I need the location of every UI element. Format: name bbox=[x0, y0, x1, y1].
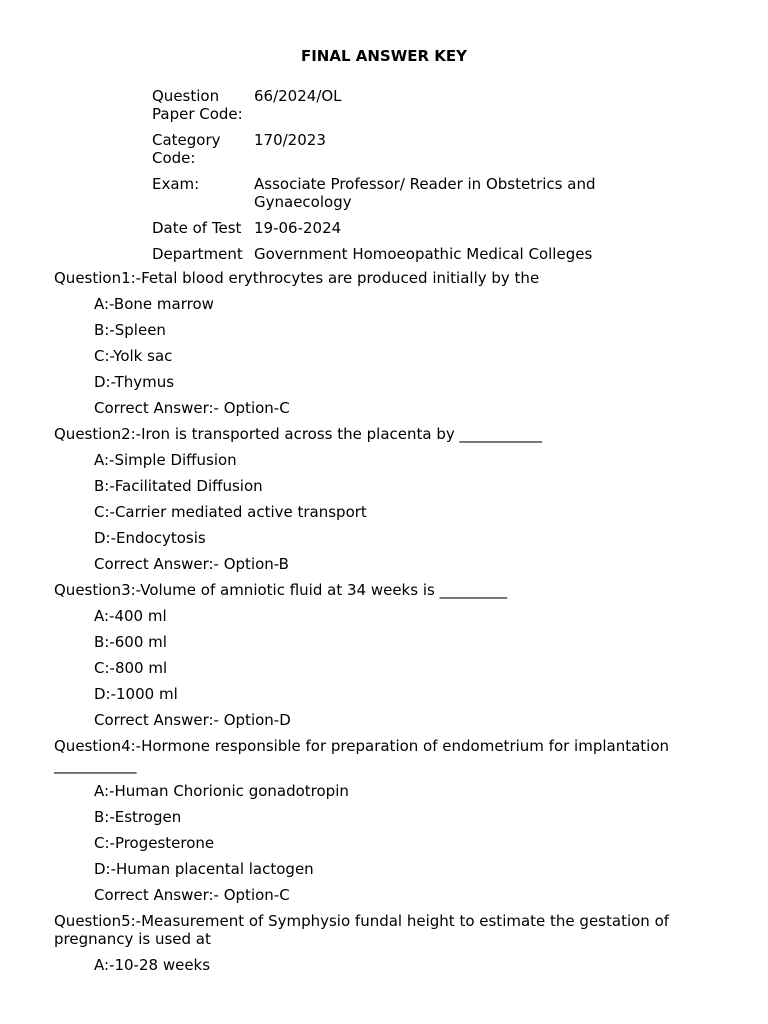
option-c: C:-800 ml bbox=[94, 659, 168, 677]
info-label: Question Paper Code: bbox=[152, 87, 243, 123]
page-title: FINAL ANSWER KEY bbox=[300, 47, 468, 65]
info-label: Department bbox=[152, 245, 243, 263]
question-item bbox=[54, 581, 714, 730]
question-text: Question2:-Iron is transported across the placenta by ___________ bbox=[54, 425, 542, 443]
option-b: B:-Estrogen bbox=[94, 807, 182, 826]
option-c: C:-Yolk sac bbox=[94, 347, 173, 365]
option-a: A:-Simple Diffusion bbox=[94, 451, 237, 469]
info-row-exam bbox=[152, 176, 624, 220]
option-a: A:-10-28 weeks bbox=[94, 956, 211, 974]
info-row-category-code bbox=[152, 132, 624, 176]
info-label: Category Code: bbox=[152, 131, 221, 167]
option-c: C:-Carrier mediated active transport bbox=[94, 503, 367, 521]
option-b: B:-Spleen bbox=[94, 321, 166, 339]
correct-answer: Correct Answer:- Option-B bbox=[94, 555, 289, 573]
info-label: Exam: bbox=[152, 175, 200, 193]
correct-answer: Correct Answer:- Option-C bbox=[94, 885, 290, 904]
info-value: 19-06-2024 bbox=[254, 219, 342, 237]
info-row-date bbox=[152, 220, 624, 246]
option-d: D:-Endocytosis bbox=[94, 529, 206, 547]
option-d: D:-Thymus bbox=[94, 373, 175, 391]
correct-answer: Correct Answer:- Option-D bbox=[94, 711, 291, 729]
option-c: C:-Progesterone bbox=[94, 833, 215, 852]
correct-answer: Correct Answer:- Option-C bbox=[94, 399, 290, 417]
option-b: B:-Facilitated Diffusion bbox=[94, 477, 263, 495]
option-b: B:-600 ml bbox=[94, 633, 167, 651]
question-item bbox=[54, 425, 714, 574]
info-value: Associate Professor/ Reader in Obstetrics and Gynaecology bbox=[254, 175, 596, 211]
question-text: Question4:-Hormone responsible for preparation of endometrium for implantation ___________ bbox=[54, 737, 670, 774]
option-d: D:-Human placental lactogen bbox=[94, 859, 314, 878]
info-row-paper-code bbox=[152, 88, 624, 132]
info-value: 66/2024/OL bbox=[254, 87, 342, 105]
question-list bbox=[54, 269, 714, 982]
question-item bbox=[54, 737, 714, 904]
exam-info-table bbox=[152, 88, 624, 272]
question-item bbox=[54, 269, 714, 418]
question-text: Question3:-Volume of amniotic fluid at 34 weeks is _________ bbox=[54, 581, 508, 599]
question-text: Question5:-Measurement of Symphysio fundal height to estimate the gestation of pregnancy is used at bbox=[54, 911, 670, 948]
info-value: Government Homoeopathic Medical Colleges bbox=[254, 245, 593, 263]
option-a: A:-400 ml bbox=[94, 607, 167, 625]
question-text: Question1:-Fetal blood erythrocytes are produced initially by the bbox=[54, 269, 540, 287]
info-value: 170/2023 bbox=[254, 131, 326, 149]
option-a: A:-Bone marrow bbox=[94, 295, 214, 313]
info-label: Date of Test bbox=[152, 219, 242, 237]
option-d: D:-1000 ml bbox=[94, 685, 178, 703]
option-a: A:-Human Chorionic gonadotropin bbox=[94, 781, 349, 800]
question-item bbox=[54, 912, 714, 975]
